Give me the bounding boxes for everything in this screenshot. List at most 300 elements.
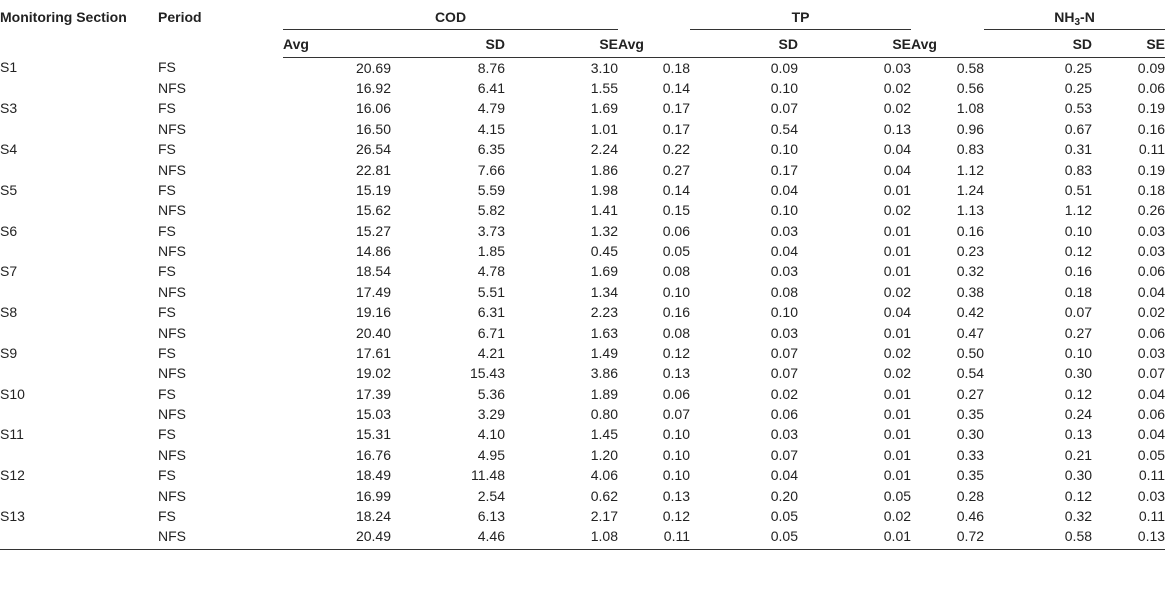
cell-nh3n-sd: 0.30 bbox=[1064, 365, 1093, 382]
cell-cod-se: 3.86 bbox=[590, 365, 618, 382]
cell-nh3n-avg: 0.47 bbox=[956, 324, 985, 341]
cell-tp-avg: 0.06 bbox=[662, 222, 690, 239]
cell-nh3n-avg: 0.28 bbox=[956, 487, 985, 504]
cell-cod-avg: 15.31 bbox=[355, 426, 391, 443]
table-row bbox=[0, 262, 1165, 282]
cell-cod-se: 2.24 bbox=[590, 141, 618, 158]
cell-tp-se: 0.02 bbox=[883, 80, 912, 97]
cell-cod-se: 1.20 bbox=[590, 446, 618, 463]
header-cod: COD bbox=[283, 0, 618, 30]
cell-nh3n-se: 0.18 bbox=[1137, 181, 1165, 198]
cell-section bbox=[0, 201, 158, 221]
cell-cod-avg: 18.49 bbox=[355, 467, 391, 484]
cell-period: FS bbox=[158, 263, 176, 280]
cell-cod-avg: 20.49 bbox=[283, 527, 391, 550]
cell-nh3n-sd: 0.10 bbox=[1064, 222, 1093, 239]
cell-nh3n-avg: 0.96 bbox=[956, 120, 985, 137]
cell-period: NFS bbox=[158, 161, 186, 178]
cell-period: NFS bbox=[158, 202, 186, 219]
cell-nh3n-se: 0.03 bbox=[1137, 344, 1165, 361]
cell-tp-avg: 0.15 bbox=[662, 202, 690, 219]
cell-tp-avg: 0.22 bbox=[662, 141, 690, 158]
cell-section bbox=[0, 364, 158, 384]
cell-cod-sd: 5.51 bbox=[477, 283, 505, 300]
cell-period: NFS bbox=[158, 243, 186, 260]
cell-cod-avg: 19.16 bbox=[355, 304, 391, 321]
cell-cod-sd: 5.59 bbox=[477, 181, 505, 198]
cell-nh3n-avg: 0.27 bbox=[956, 385, 985, 402]
cell-cod-se: 1.32 bbox=[590, 222, 618, 239]
cell-cod-sd: 6.41 bbox=[477, 80, 505, 97]
cell-cod-sd: 4.21 bbox=[477, 344, 505, 361]
cell-tp-avg: 0.10 bbox=[662, 467, 690, 484]
cell-nh3n-sd: 0.25 bbox=[1064, 80, 1093, 97]
header-nh3n-sd: SD bbox=[984, 30, 1092, 58]
cell-nh3n-avg: 0.72 bbox=[911, 527, 984, 550]
table-header bbox=[0, 0, 1165, 58]
cell-cod-avg: 18.24 bbox=[355, 507, 391, 524]
cell-section bbox=[0, 241, 158, 261]
nh3n-subscript: 3 bbox=[1074, 17, 1081, 28]
cell-nh3n-sd: 0.12 bbox=[1064, 243, 1093, 260]
cell-nh3n-se: 0.09 bbox=[1137, 59, 1165, 76]
cell-nh3n-sd: 0.13 bbox=[1064, 426, 1093, 443]
cell-period: FS bbox=[158, 507, 176, 524]
table-row bbox=[0, 466, 1165, 486]
cell-cod-sd: 6.71 bbox=[477, 324, 505, 341]
cell-section: S6 bbox=[0, 222, 18, 239]
cell-section: S13 bbox=[0, 507, 25, 524]
table-row bbox=[0, 160, 1165, 180]
cell-nh3n-se: 0.05 bbox=[1137, 446, 1165, 463]
cell-nh3n-avg: 0.50 bbox=[956, 344, 985, 361]
cell-section: S3 bbox=[0, 100, 18, 117]
cell-nh3n-se: 0.04 bbox=[1137, 385, 1165, 402]
cell-tp-sd: 0.08 bbox=[770, 283, 798, 300]
cell-section: S12 bbox=[0, 467, 25, 484]
cell-tp-sd: 0.03 bbox=[770, 426, 798, 443]
cell-tp-se: 0.01 bbox=[883, 406, 912, 423]
nh3n-main: NH bbox=[1054, 9, 1075, 25]
cell-nh3n-sd: 0.83 bbox=[1064, 161, 1093, 178]
cell-section: S1 bbox=[0, 59, 18, 76]
cell-section: S7 bbox=[0, 263, 18, 280]
cell-nh3n-sd: 1.12 bbox=[1064, 202, 1093, 219]
cell-tp-sd: 0.02 bbox=[770, 385, 798, 402]
cell-tp-avg: 0.13 bbox=[662, 487, 690, 504]
cell-cod-avg: 16.76 bbox=[355, 446, 391, 463]
cell-period: NFS bbox=[158, 527, 283, 550]
header-cod-se: SE bbox=[505, 30, 618, 58]
cell-cod-sd: 4.46 bbox=[391, 527, 505, 550]
cell-tp-avg: 0.14 bbox=[662, 181, 690, 198]
cell-period: FS bbox=[158, 304, 176, 321]
table-row bbox=[0, 78, 1165, 98]
cell-cod-avg: 16.99 bbox=[355, 487, 391, 504]
cell-period: FS bbox=[158, 181, 176, 198]
cell-section bbox=[0, 119, 158, 139]
cell-period: FS bbox=[158, 467, 176, 484]
cell-section: S8 bbox=[0, 304, 18, 321]
cell-tp-se: 0.01 bbox=[883, 467, 912, 484]
cell-tp-sd: 0.05 bbox=[690, 527, 798, 550]
table-row bbox=[0, 140, 1165, 160]
cell-tp-se: 0.05 bbox=[883, 487, 912, 504]
cell-tp-sd: 0.07 bbox=[770, 365, 798, 382]
cell-cod-sd: 3.29 bbox=[477, 406, 505, 423]
cell-tp-avg: 0.13 bbox=[662, 365, 690, 382]
table-row bbox=[0, 384, 1165, 404]
table-row bbox=[0, 241, 1165, 261]
cell-cod-sd: 4.79 bbox=[477, 100, 505, 117]
table-row bbox=[0, 486, 1165, 506]
cell-period: FS bbox=[158, 222, 176, 239]
cell-tp-avg: 0.12 bbox=[662, 507, 690, 524]
cell-section: S10 bbox=[0, 385, 25, 402]
cell-cod-avg: 15.27 bbox=[355, 222, 391, 239]
cell-cod-se: 0.62 bbox=[590, 487, 618, 504]
cell-nh3n-sd: 0.12 bbox=[1064, 385, 1093, 402]
cell-cod-sd: 4.15 bbox=[477, 120, 505, 137]
cell-cod-se: 1.08 bbox=[505, 527, 618, 550]
cell-cod-se: 0.45 bbox=[590, 243, 618, 260]
table-row bbox=[0, 99, 1165, 119]
cell-tp-se: 0.02 bbox=[883, 507, 912, 524]
cell-nh3n-avg: 0.54 bbox=[956, 365, 985, 382]
cell-cod-avg: 19.02 bbox=[355, 365, 391, 382]
cell-nh3n-sd: 0.58 bbox=[984, 527, 1092, 550]
cell-nh3n-avg: 0.35 bbox=[956, 406, 985, 423]
cell-nh3n-sd: 0.07 bbox=[1064, 304, 1093, 321]
cell-tp-se: 0.02 bbox=[883, 202, 912, 219]
cell-nh3n-avg: 1.24 bbox=[956, 181, 985, 198]
cell-period: FS bbox=[158, 385, 176, 402]
cell-tp-sd: 0.03 bbox=[770, 263, 798, 280]
cell-nh3n-se: 0.11 bbox=[1138, 507, 1165, 524]
cell-cod-avg: 20.69 bbox=[355, 59, 391, 76]
cell-cod-avg: 17.39 bbox=[355, 385, 391, 402]
cell-cod-avg: 16.92 bbox=[355, 80, 391, 97]
table-row bbox=[0, 506, 1165, 526]
cell-tp-se: 0.02 bbox=[883, 344, 912, 361]
cell-nh3n-se: 0.04 bbox=[1137, 283, 1165, 300]
cell-tp-sd: 0.09 bbox=[770, 59, 798, 76]
cell-nh3n-se: 0.26 bbox=[1137, 202, 1165, 219]
cell-nh3n-se: 0.06 bbox=[1137, 324, 1165, 341]
cell-cod-se: 1.55 bbox=[590, 80, 618, 97]
cell-cod-se: 4.06 bbox=[590, 467, 618, 484]
cell-nh3n-sd: 0.24 bbox=[1064, 406, 1093, 423]
cell-tp-avg: 0.08 bbox=[662, 263, 690, 280]
cell-cod-avg: 16.06 bbox=[355, 100, 391, 117]
cell-tp-se: 0.01 bbox=[883, 385, 912, 402]
cell-nh3n-se: 0.03 bbox=[1137, 243, 1165, 260]
cell-nh3n-avg: 0.23 bbox=[956, 243, 985, 260]
cell-tp-avg: 0.17 bbox=[662, 120, 690, 137]
cell-tp-se: 0.01 bbox=[883, 243, 912, 260]
cell-nh3n-sd: 0.51 bbox=[1064, 181, 1093, 198]
cell-cod-sd: 6.13 bbox=[477, 507, 505, 524]
cell-nh3n-sd: 0.18 bbox=[1064, 283, 1093, 300]
cell-cod-sd: 1.85 bbox=[477, 243, 505, 260]
cell-tp-se: 0.04 bbox=[883, 141, 912, 158]
cell-section: S4 bbox=[0, 141, 18, 158]
cell-cod-se: 1.86 bbox=[590, 161, 618, 178]
cell-period: NFS bbox=[158, 80, 186, 97]
cell-nh3n-se: 0.06 bbox=[1137, 406, 1165, 423]
cell-section bbox=[0, 160, 158, 180]
header-monitoring-section: Monitoring Section bbox=[0, 9, 127, 25]
cell-tp-se: 0.01 bbox=[883, 446, 912, 463]
cell-tp-se: 0.01 bbox=[798, 527, 911, 550]
cell-cod-avg: 18.54 bbox=[355, 263, 391, 280]
cell-period: FS bbox=[158, 344, 176, 361]
cell-tp-sd: 0.10 bbox=[770, 80, 798, 97]
cell-cod-avg: 15.19 bbox=[355, 181, 391, 198]
table-row bbox=[0, 58, 1165, 79]
cell-nh3n-se: 0.19 bbox=[1137, 100, 1165, 117]
cell-nh3n-se: 0.11 bbox=[1138, 467, 1165, 484]
table-row bbox=[0, 527, 1165, 550]
cell-nh3n-avg: 0.58 bbox=[956, 59, 985, 76]
cell-tp-sd: 0.05 bbox=[770, 507, 798, 524]
cell-period: NFS bbox=[158, 446, 186, 463]
cell-cod-avg: 14.86 bbox=[355, 243, 391, 260]
cell-cod-sd: 4.78 bbox=[477, 263, 505, 280]
cell-cod-se: 1.89 bbox=[590, 385, 618, 402]
cell-tp-se: 0.02 bbox=[883, 365, 912, 382]
cell-nh3n-avg: 0.33 bbox=[956, 446, 985, 463]
cell-cod-se: 1.45 bbox=[590, 426, 618, 443]
table-row bbox=[0, 221, 1165, 241]
cell-tp-sd: 0.07 bbox=[770, 446, 798, 463]
header-nh3n bbox=[984, 0, 1165, 30]
cell-nh3n-se: 0.16 bbox=[1137, 120, 1165, 137]
header-nh3n-avg: Avg bbox=[911, 30, 984, 58]
table-row bbox=[0, 180, 1165, 200]
header-nh3n-se: SE bbox=[1092, 30, 1165, 58]
header-tp: TP bbox=[690, 0, 911, 30]
cell-cod-sd: 15.43 bbox=[469, 365, 505, 382]
cell-tp-se: 0.03 bbox=[883, 59, 912, 76]
table-row bbox=[0, 323, 1165, 343]
cell-cod-se: 1.63 bbox=[590, 324, 618, 341]
cell-nh3n-sd: 0.27 bbox=[1064, 324, 1093, 341]
cell-section bbox=[0, 323, 158, 343]
cell-nh3n-avg: 0.42 bbox=[956, 304, 985, 321]
cell-nh3n-avg: 0.38 bbox=[956, 283, 985, 300]
cell-cod-sd: 5.36 bbox=[477, 385, 505, 402]
cell-nh3n-sd: 0.67 bbox=[1064, 120, 1093, 137]
table-row bbox=[0, 404, 1165, 424]
cell-cod-sd: 5.82 bbox=[477, 202, 505, 219]
cell-cod-avg: 17.61 bbox=[355, 344, 391, 361]
cell-nh3n-sd: 0.12 bbox=[1064, 487, 1093, 504]
header-gap bbox=[618, 0, 690, 30]
cell-cod-sd: 6.35 bbox=[477, 141, 505, 158]
cell-nh3n-avg: 0.83 bbox=[956, 141, 985, 158]
cell-tp-avg: 0.12 bbox=[662, 344, 690, 361]
cell-tp-sd: 0.20 bbox=[770, 487, 798, 504]
header-gap bbox=[911, 0, 984, 30]
cell-tp-avg: 0.27 bbox=[662, 161, 690, 178]
cell-nh3n-se: 0.06 bbox=[1137, 263, 1165, 280]
cell-tp-avg: 0.05 bbox=[662, 243, 690, 260]
cell-nh3n-se: 0.11 bbox=[1138, 141, 1165, 158]
cell-cod-se: 1.69 bbox=[590, 100, 618, 117]
cell-tp-se: 0.04 bbox=[883, 304, 912, 321]
cell-tp-avg: 0.07 bbox=[662, 406, 690, 423]
cell-tp-sd: 0.10 bbox=[770, 141, 798, 158]
cell-nh3n-sd: 0.21 bbox=[1064, 446, 1093, 463]
cell-tp-sd: 0.07 bbox=[770, 100, 798, 117]
cell-cod-avg: 20.40 bbox=[355, 324, 391, 341]
cell-cod-se: 1.49 bbox=[590, 344, 618, 361]
cell-tp-se: 0.02 bbox=[883, 283, 912, 300]
cell-period: NFS bbox=[158, 283, 186, 300]
cell-nh3n-avg: 0.56 bbox=[956, 80, 985, 97]
cell-nh3n-sd: 0.10 bbox=[1064, 344, 1093, 361]
cell-nh3n-avg: 1.13 bbox=[956, 202, 985, 219]
cell-tp-se: 0.01 bbox=[883, 324, 912, 341]
cell-section: S5 bbox=[0, 181, 18, 198]
cell-cod-sd: 8.76 bbox=[477, 59, 505, 76]
table-row bbox=[0, 201, 1165, 221]
cell-nh3n-se: 0.03 bbox=[1137, 222, 1165, 239]
table-row bbox=[0, 425, 1165, 445]
cell-cod-se: 2.17 bbox=[590, 507, 618, 524]
cell-nh3n-sd: 0.32 bbox=[1064, 507, 1093, 524]
cell-cod-se: 1.34 bbox=[590, 283, 618, 300]
table-row bbox=[0, 364, 1165, 384]
cell-section bbox=[0, 404, 158, 424]
cell-tp-sd: 0.10 bbox=[770, 202, 798, 219]
cell-nh3n-sd: 0.53 bbox=[1064, 100, 1093, 117]
cell-cod-se: 1.69 bbox=[590, 263, 618, 280]
cell-cod-se: 3.10 bbox=[590, 59, 618, 76]
cell-period: NFS bbox=[158, 120, 186, 137]
header-tp-se: SE bbox=[798, 30, 911, 58]
cell-nh3n-avg: 0.46 bbox=[956, 507, 985, 524]
cell-nh3n-avg: 1.08 bbox=[956, 100, 985, 117]
cell-tp-se: 0.01 bbox=[883, 181, 912, 198]
cell-section bbox=[0, 527, 158, 550]
cell-cod-avg: 22.81 bbox=[355, 161, 391, 178]
header-tp-sd: SD bbox=[690, 30, 798, 58]
cell-tp-sd: 0.06 bbox=[770, 406, 798, 423]
cell-section bbox=[0, 78, 158, 98]
cell-nh3n-avg: 0.16 bbox=[956, 222, 985, 239]
cell-cod-se: 1.98 bbox=[590, 181, 618, 198]
cell-nh3n-se: 0.04 bbox=[1137, 426, 1165, 443]
cell-nh3n-se: 0.06 bbox=[1137, 80, 1165, 97]
cell-tp-avg: 0.06 bbox=[662, 385, 690, 402]
cell-section bbox=[0, 282, 158, 302]
cell-tp-sd: 0.07 bbox=[770, 344, 798, 361]
cell-period: FS bbox=[158, 100, 176, 117]
cell-nh3n-se: 0.02 bbox=[1137, 304, 1165, 321]
cell-tp-sd: 0.03 bbox=[770, 222, 798, 239]
cell-tp-se: 0.01 bbox=[883, 263, 912, 280]
header-cod-sd: SD bbox=[391, 30, 505, 58]
cell-cod-avg: 16.50 bbox=[355, 120, 391, 137]
cell-cod-sd: 4.10 bbox=[477, 426, 505, 443]
cell-cod-avg: 15.62 bbox=[355, 202, 391, 219]
cell-tp-avg: 0.10 bbox=[662, 446, 690, 463]
cell-cod-sd: 6.31 bbox=[477, 304, 505, 321]
cell-cod-sd: 2.54 bbox=[477, 487, 505, 504]
cell-tp-sd: 0.17 bbox=[770, 161, 798, 178]
cell-cod-se: 0.80 bbox=[590, 406, 618, 423]
cell-nh3n-se: 0.07 bbox=[1137, 365, 1165, 382]
cell-nh3n-sd: 0.25 bbox=[1064, 59, 1093, 76]
cell-tp-avg: 0.17 bbox=[662, 100, 690, 117]
cell-tp-se: 0.01 bbox=[883, 222, 912, 239]
cell-nh3n-se: 0.19 bbox=[1137, 161, 1165, 178]
cell-tp-sd: 0.04 bbox=[770, 467, 798, 484]
header-tp-avg: Avg bbox=[618, 30, 690, 58]
cell-tp-avg: 0.14 bbox=[662, 80, 690, 97]
cell-tp-sd: 0.54 bbox=[770, 120, 798, 137]
table-body bbox=[0, 58, 1165, 550]
cell-section: S9 bbox=[0, 344, 18, 361]
cell-nh3n-avg: 0.32 bbox=[956, 263, 985, 280]
cell-tp-sd: 0.10 bbox=[770, 304, 798, 321]
cell-tp-se: 0.01 bbox=[883, 426, 912, 443]
cell-cod-se: 1.41 bbox=[590, 202, 618, 219]
table-row bbox=[0, 343, 1165, 363]
cell-cod-sd: 3.73 bbox=[477, 222, 505, 239]
cell-section: S11 bbox=[0, 426, 24, 443]
cell-nh3n-sd: 0.31 bbox=[1064, 141, 1093, 158]
cell-period: NFS bbox=[158, 487, 186, 504]
cell-tp-sd: 0.03 bbox=[770, 324, 798, 341]
table-row bbox=[0, 119, 1165, 139]
cell-tp-avg: 0.10 bbox=[662, 283, 690, 300]
cell-nh3n-sd: 0.16 bbox=[1064, 263, 1093, 280]
cell-tp-avg: 0.16 bbox=[662, 304, 690, 321]
cell-cod-avg: 26.54 bbox=[355, 141, 391, 158]
cell-tp-se: 0.02 bbox=[883, 100, 912, 117]
cell-section bbox=[0, 486, 158, 506]
cell-cod-sd: 7.66 bbox=[477, 161, 505, 178]
cell-period: FS bbox=[158, 141, 176, 158]
cell-nh3n-avg: 0.35 bbox=[956, 467, 985, 484]
table-row bbox=[0, 282, 1165, 302]
header-cod-avg: Avg bbox=[283, 30, 391, 58]
cell-cod-sd: 4.95 bbox=[477, 446, 505, 463]
cell-tp-avg: 0.11 bbox=[618, 527, 690, 550]
cell-period: NFS bbox=[158, 365, 186, 382]
cell-cod-avg: 17.49 bbox=[355, 283, 391, 300]
cell-nh3n-avg: 1.12 bbox=[956, 161, 985, 178]
cell-period: NFS bbox=[158, 406, 186, 423]
cell-cod-se: 1.01 bbox=[590, 120, 618, 137]
cell-tp-sd: 0.04 bbox=[770, 243, 798, 260]
cell-period: FS bbox=[158, 426, 176, 443]
cell-tp-avg: 0.08 bbox=[662, 324, 690, 341]
cell-section bbox=[0, 445, 158, 465]
cell-tp-avg: 0.10 bbox=[662, 426, 690, 443]
cell-nh3n-sd: 0.30 bbox=[1064, 467, 1093, 484]
cell-nh3n-se: 0.13 bbox=[1092, 527, 1165, 550]
cell-period: FS bbox=[158, 59, 176, 76]
cell-tp-sd: 0.04 bbox=[770, 181, 798, 198]
cell-cod-sd: 11.48 bbox=[471, 467, 505, 484]
cell-cod-avg: 15.03 bbox=[355, 406, 391, 423]
nh3n-tail: -N bbox=[1080, 9, 1095, 25]
cell-tp-se: 0.04 bbox=[883, 161, 912, 178]
